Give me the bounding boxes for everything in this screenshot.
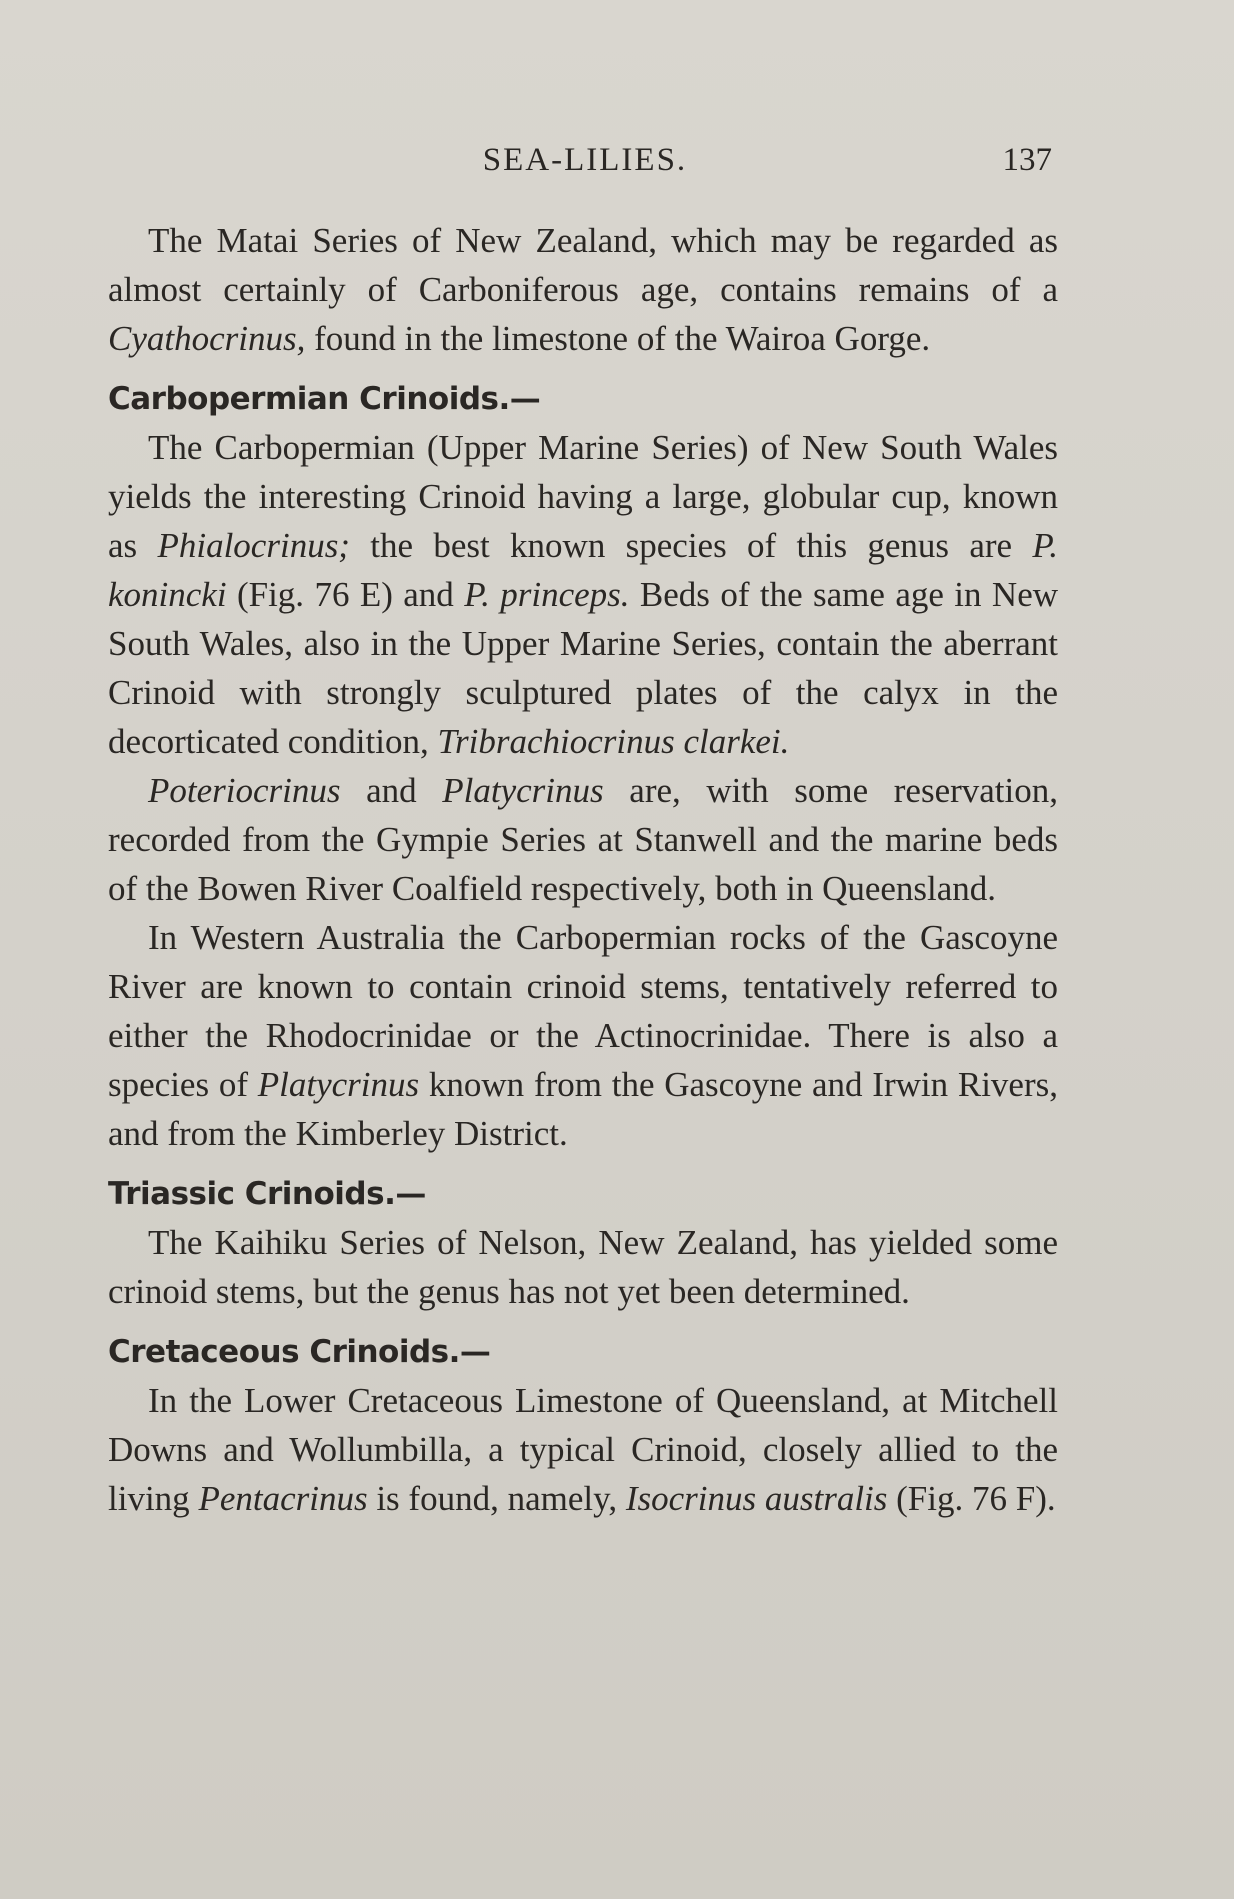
carbopermian-paragraph-3 — [108, 913, 1058, 1158]
carbopermian-paragraph-1 — [108, 423, 1058, 766]
text-run: known from the Gascoyne and Irwin Rivers, and from the Kimberley District. — [108, 1065, 1058, 1153]
taxon-name: Isocrinus australis — [625, 1479, 888, 1518]
page-number: 137 — [1002, 142, 1052, 178]
taxon-name: Cyathocrinus, — [108, 319, 306, 358]
page-header — [110, 142, 1060, 192]
carbopermian-paragraph-2 — [108, 766, 1058, 913]
cretaceous-paragraph — [108, 1376, 1058, 1523]
text-run: are, with some reservation, recorded from the Gympie Series at Stanwell and the marine beds of the Bowen River Coalfield respectively, both in Queensland. — [108, 771, 1058, 908]
triassic-paragraph — [108, 1218, 1058, 1316]
taxon-name: Pentacrinus — [198, 1479, 368, 1518]
taxon-name: P. princeps. — [464, 575, 630, 614]
text-run: The Carbopermian (Upper Marine Series) of New South Wales yields the interesting Crinoid having a large, globular cup, known as — [108, 428, 1058, 565]
text-run: (Fig. 76 E) and — [226, 575, 465, 614]
text-run: and — [340, 771, 443, 810]
intro-paragraph — [108, 216, 1058, 363]
text-run: The Kaihiku Series of Nelson, New Zealand, has yielded some crinoid stems, but the genus has not yet been determined. — [108, 1223, 1058, 1311]
body-text — [108, 216, 1058, 1523]
text-run: found in the limestone of the Wairoa Gorge. — [305, 319, 931, 358]
text-run: In the Lower Cretaceous Limestone of Queensland, at Mitchell Downs and Wollumbilla, a typical Crinoid, closely allied to the living — [108, 1381, 1058, 1518]
section-heading-carbopermian: Carbopermian Crinoids.— — [108, 381, 541, 417]
text-run: the best known species of this genus are — [349, 526, 1033, 565]
text-run: In Western Australia the Carbopermian rocks of the Gascoyne River are known to contain crinoid stems, tentatively referred to either the Rhodocrinidae or the Actinocrinidae. There is also a species of — [108, 918, 1058, 1104]
text-run: The Matai Series of New Zealand, which may be regarded as almost certainly of Carboniferous age, contains remains of a — [108, 221, 1058, 309]
taxon-name: Poteriocrinus — [148, 771, 341, 810]
text-run: Beds of the same age in New South Wales, also in the Upper Marine Series, contain the aberrant Crinoid with strongly sculptured plates of the calyx in the decorticated condition, — [108, 575, 1059, 761]
taxon-name: Platycrinus — [442, 771, 604, 810]
taxon-name: Phialocrinus; — [157, 526, 350, 565]
text-run: is found, namely, — [367, 1479, 626, 1518]
section-heading-cretaceous: Cretaceous Crinoids.— — [108, 1334, 491, 1370]
text-run: (Fig. 76 F). — [887, 1479, 1056, 1518]
section-heading-triassic: Triassic Crinoids.— — [108, 1176, 426, 1212]
running-head: SEA-LILIES. — [482, 142, 688, 178]
taxon-name: Tribrachiocrinus clarkei. — [437, 722, 790, 761]
taxon-name: P. konincki — [108, 526, 1059, 614]
taxon-name: Platycrinus — [257, 1065, 420, 1104]
